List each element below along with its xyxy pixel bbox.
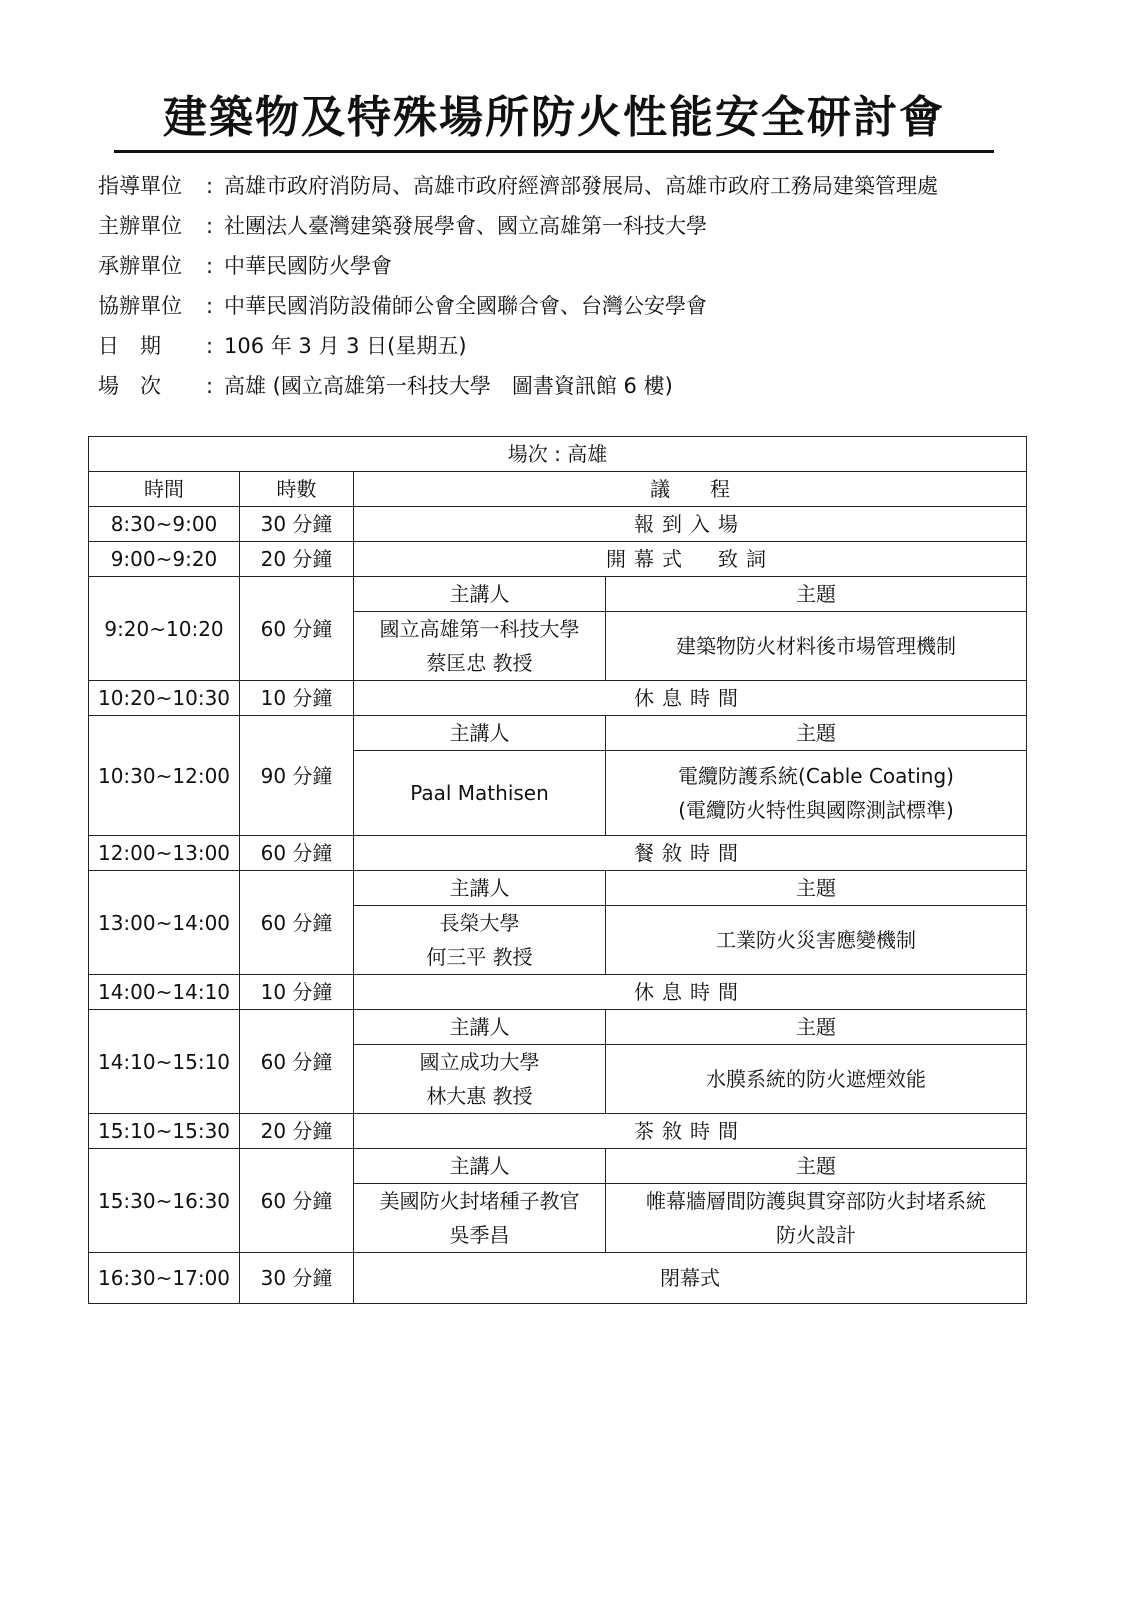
- time-cell: 10:20~10:30: [89, 681, 240, 716]
- time-cell: 10:30~12:00: [89, 716, 240, 836]
- header-duration: 時數: [240, 472, 354, 507]
- table-row: [89, 975, 1027, 1010]
- info-separator: :: [206, 294, 214, 318]
- speaker-affiliation: 國立成功大學: [419, 1050, 540, 1074]
- table-header-row: [89, 472, 1027, 507]
- duration-cell: 30 分鐘: [240, 1253, 354, 1304]
- speaker-cell: [354, 612, 606, 681]
- speaker-name: 何三平 教授: [426, 945, 533, 969]
- header-time: 時間: [89, 472, 240, 507]
- table-row: [89, 1114, 1027, 1149]
- speaker-cell: [354, 1184, 606, 1253]
- duration-cell: 60 分鐘: [240, 1149, 354, 1253]
- info-value: 高雄市政府消防局、高雄市政府經濟部發展局、高雄市政府工務局建築管理處: [224, 174, 938, 198]
- info-label: 日 期: [98, 334, 161, 358]
- info-label: 協辦單位: [98, 294, 182, 318]
- info-value: 高雄 (國立高雄第一科技大學 圖書資訊館 6 樓): [224, 374, 673, 398]
- duration-cell: 20 分鐘: [240, 542, 354, 577]
- topic-header: 主題: [606, 716, 1027, 751]
- event-cell: 開幕式 致詞: [354, 542, 1027, 577]
- topic-text: 水膜系統的防火遮煙效能: [706, 1067, 926, 1091]
- speaker-name: Paal Mathisen: [410, 781, 549, 805]
- topic-text: 帷幕牆層間防護與貫穿部防火封堵系統: [646, 1189, 986, 1213]
- info-separator: :: [206, 374, 214, 398]
- info-row-host: [98, 206, 1058, 246]
- event-cell: 報到入場: [354, 507, 1027, 542]
- table-caption-row: [89, 437, 1027, 472]
- table-row: [89, 1149, 1027, 1184]
- event-cell: 茶敘時間: [354, 1114, 1027, 1149]
- event-cell: 休息時間: [354, 975, 1027, 1010]
- info-row-co-organizer: [98, 286, 1058, 326]
- topic-cell: [606, 1184, 1027, 1253]
- speaker-header: 主講人: [354, 577, 606, 612]
- info-label: 場 次: [98, 374, 161, 398]
- table-row: [89, 716, 1027, 751]
- duration-cell: 60 分鐘: [240, 871, 354, 975]
- topic-cell: [606, 612, 1027, 681]
- topic-text: (電纜防火特性與國際測試標準): [678, 798, 954, 822]
- info-separator: :: [206, 334, 214, 358]
- info-separator: :: [206, 254, 214, 278]
- table-row: [89, 577, 1027, 612]
- table-row: [89, 681, 1027, 716]
- time-cell: 15:10~15:30: [89, 1114, 240, 1149]
- info-value: 106 年 3 月 3 日(星期五): [224, 334, 467, 358]
- speaker-header: 主講人: [354, 1010, 606, 1045]
- table-row: [89, 507, 1027, 542]
- info-value: 中華民國消防設備師公會全國聯合會、台灣公安學會: [224, 294, 707, 318]
- table-row: [89, 1253, 1027, 1304]
- speaker-name: 林大惠 教授: [426, 1084, 533, 1108]
- duration-cell: 60 分鐘: [240, 836, 354, 871]
- speaker-affiliation: 長榮大學: [439, 911, 520, 935]
- speaker-cell: [354, 906, 606, 975]
- event-cell: 休息時間: [354, 681, 1027, 716]
- topic-text: 電纜防護系統(Cable Coating): [678, 764, 954, 788]
- info-row-organizer: [98, 246, 1058, 286]
- speaker-cell: [354, 1045, 606, 1114]
- speaker-header: 主講人: [354, 1149, 606, 1184]
- topic-cell: [606, 1045, 1027, 1114]
- duration-cell: 60 分鐘: [240, 577, 354, 681]
- topic-header: 主題: [606, 1010, 1027, 1045]
- table-caption: 場次 : 高雄: [89, 437, 1027, 472]
- speaker-name: 蔡匡忠 教授: [426, 651, 533, 675]
- info-separator: :: [206, 214, 214, 238]
- speaker-name: 吳季昌: [449, 1223, 510, 1247]
- info-row-guidance: [98, 166, 1058, 206]
- agenda-table: [88, 436, 1027, 1304]
- speaker-header: 主講人: [354, 871, 606, 906]
- topic-cell: [606, 751, 1027, 836]
- event-cell: 閉幕式: [354, 1253, 1027, 1304]
- time-cell: 14:10~15:10: [89, 1010, 240, 1114]
- time-cell: 9:00~9:20: [89, 542, 240, 577]
- table-row: [89, 836, 1027, 871]
- info-value: 社團法人臺灣建築發展學會、國立高雄第一科技大學: [224, 214, 707, 238]
- duration-cell: 10 分鐘: [240, 975, 354, 1010]
- time-cell: 14:00~14:10: [89, 975, 240, 1010]
- time-cell: 9:20~10:20: [89, 577, 240, 681]
- topic-text: 工業防火災害應變機制: [716, 928, 916, 952]
- topic-header: 主題: [606, 1149, 1027, 1184]
- speaker-affiliation: 國立高雄第一科技大學: [379, 617, 580, 641]
- document-title: 建築物及特殊場所防火性能安全研討會: [114, 90, 994, 153]
- duration-cell: 60 分鐘: [240, 1010, 354, 1114]
- topic-header: 主題: [606, 577, 1027, 612]
- topic-cell: [606, 906, 1027, 975]
- duration-cell: 10 分鐘: [240, 681, 354, 716]
- info-value: 中華民國防火學會: [224, 254, 392, 278]
- topic-text: 防火設計: [776, 1223, 856, 1247]
- info-label: 指導單位: [98, 174, 182, 198]
- time-cell: 8:30~9:00: [89, 507, 240, 542]
- speaker-affiliation: 美國防火封堵種子教官: [379, 1189, 580, 1213]
- info-row-date: [98, 326, 1058, 366]
- info-row-venue: [98, 366, 1058, 406]
- event-cell: 餐敘時間: [354, 836, 1027, 871]
- table-row: [89, 542, 1027, 577]
- table-row: [89, 1010, 1027, 1045]
- info-separator: :: [206, 174, 214, 198]
- duration-cell: 20 分鐘: [240, 1114, 354, 1149]
- time-cell: 13:00~14:00: [89, 871, 240, 975]
- duration-cell: 30 分鐘: [240, 507, 354, 542]
- organizer-info: [98, 166, 1058, 406]
- speaker-header: 主講人: [354, 716, 606, 751]
- duration-cell: 90 分鐘: [240, 716, 354, 836]
- topic-header: 主題: [606, 871, 1027, 906]
- time-cell: 15:30~16:30: [89, 1149, 240, 1253]
- time-cell: 12:00~13:00: [89, 836, 240, 871]
- topic-text: 建築物防火材料後市場管理機制: [676, 634, 956, 658]
- info-label: 承辦單位: [98, 254, 182, 278]
- header-agenda: 議 程: [354, 472, 1027, 507]
- speaker-cell: [354, 751, 606, 836]
- time-cell: 16:30~17:00: [89, 1253, 240, 1304]
- table-row: [89, 871, 1027, 906]
- info-label: 主辦單位: [98, 214, 182, 238]
